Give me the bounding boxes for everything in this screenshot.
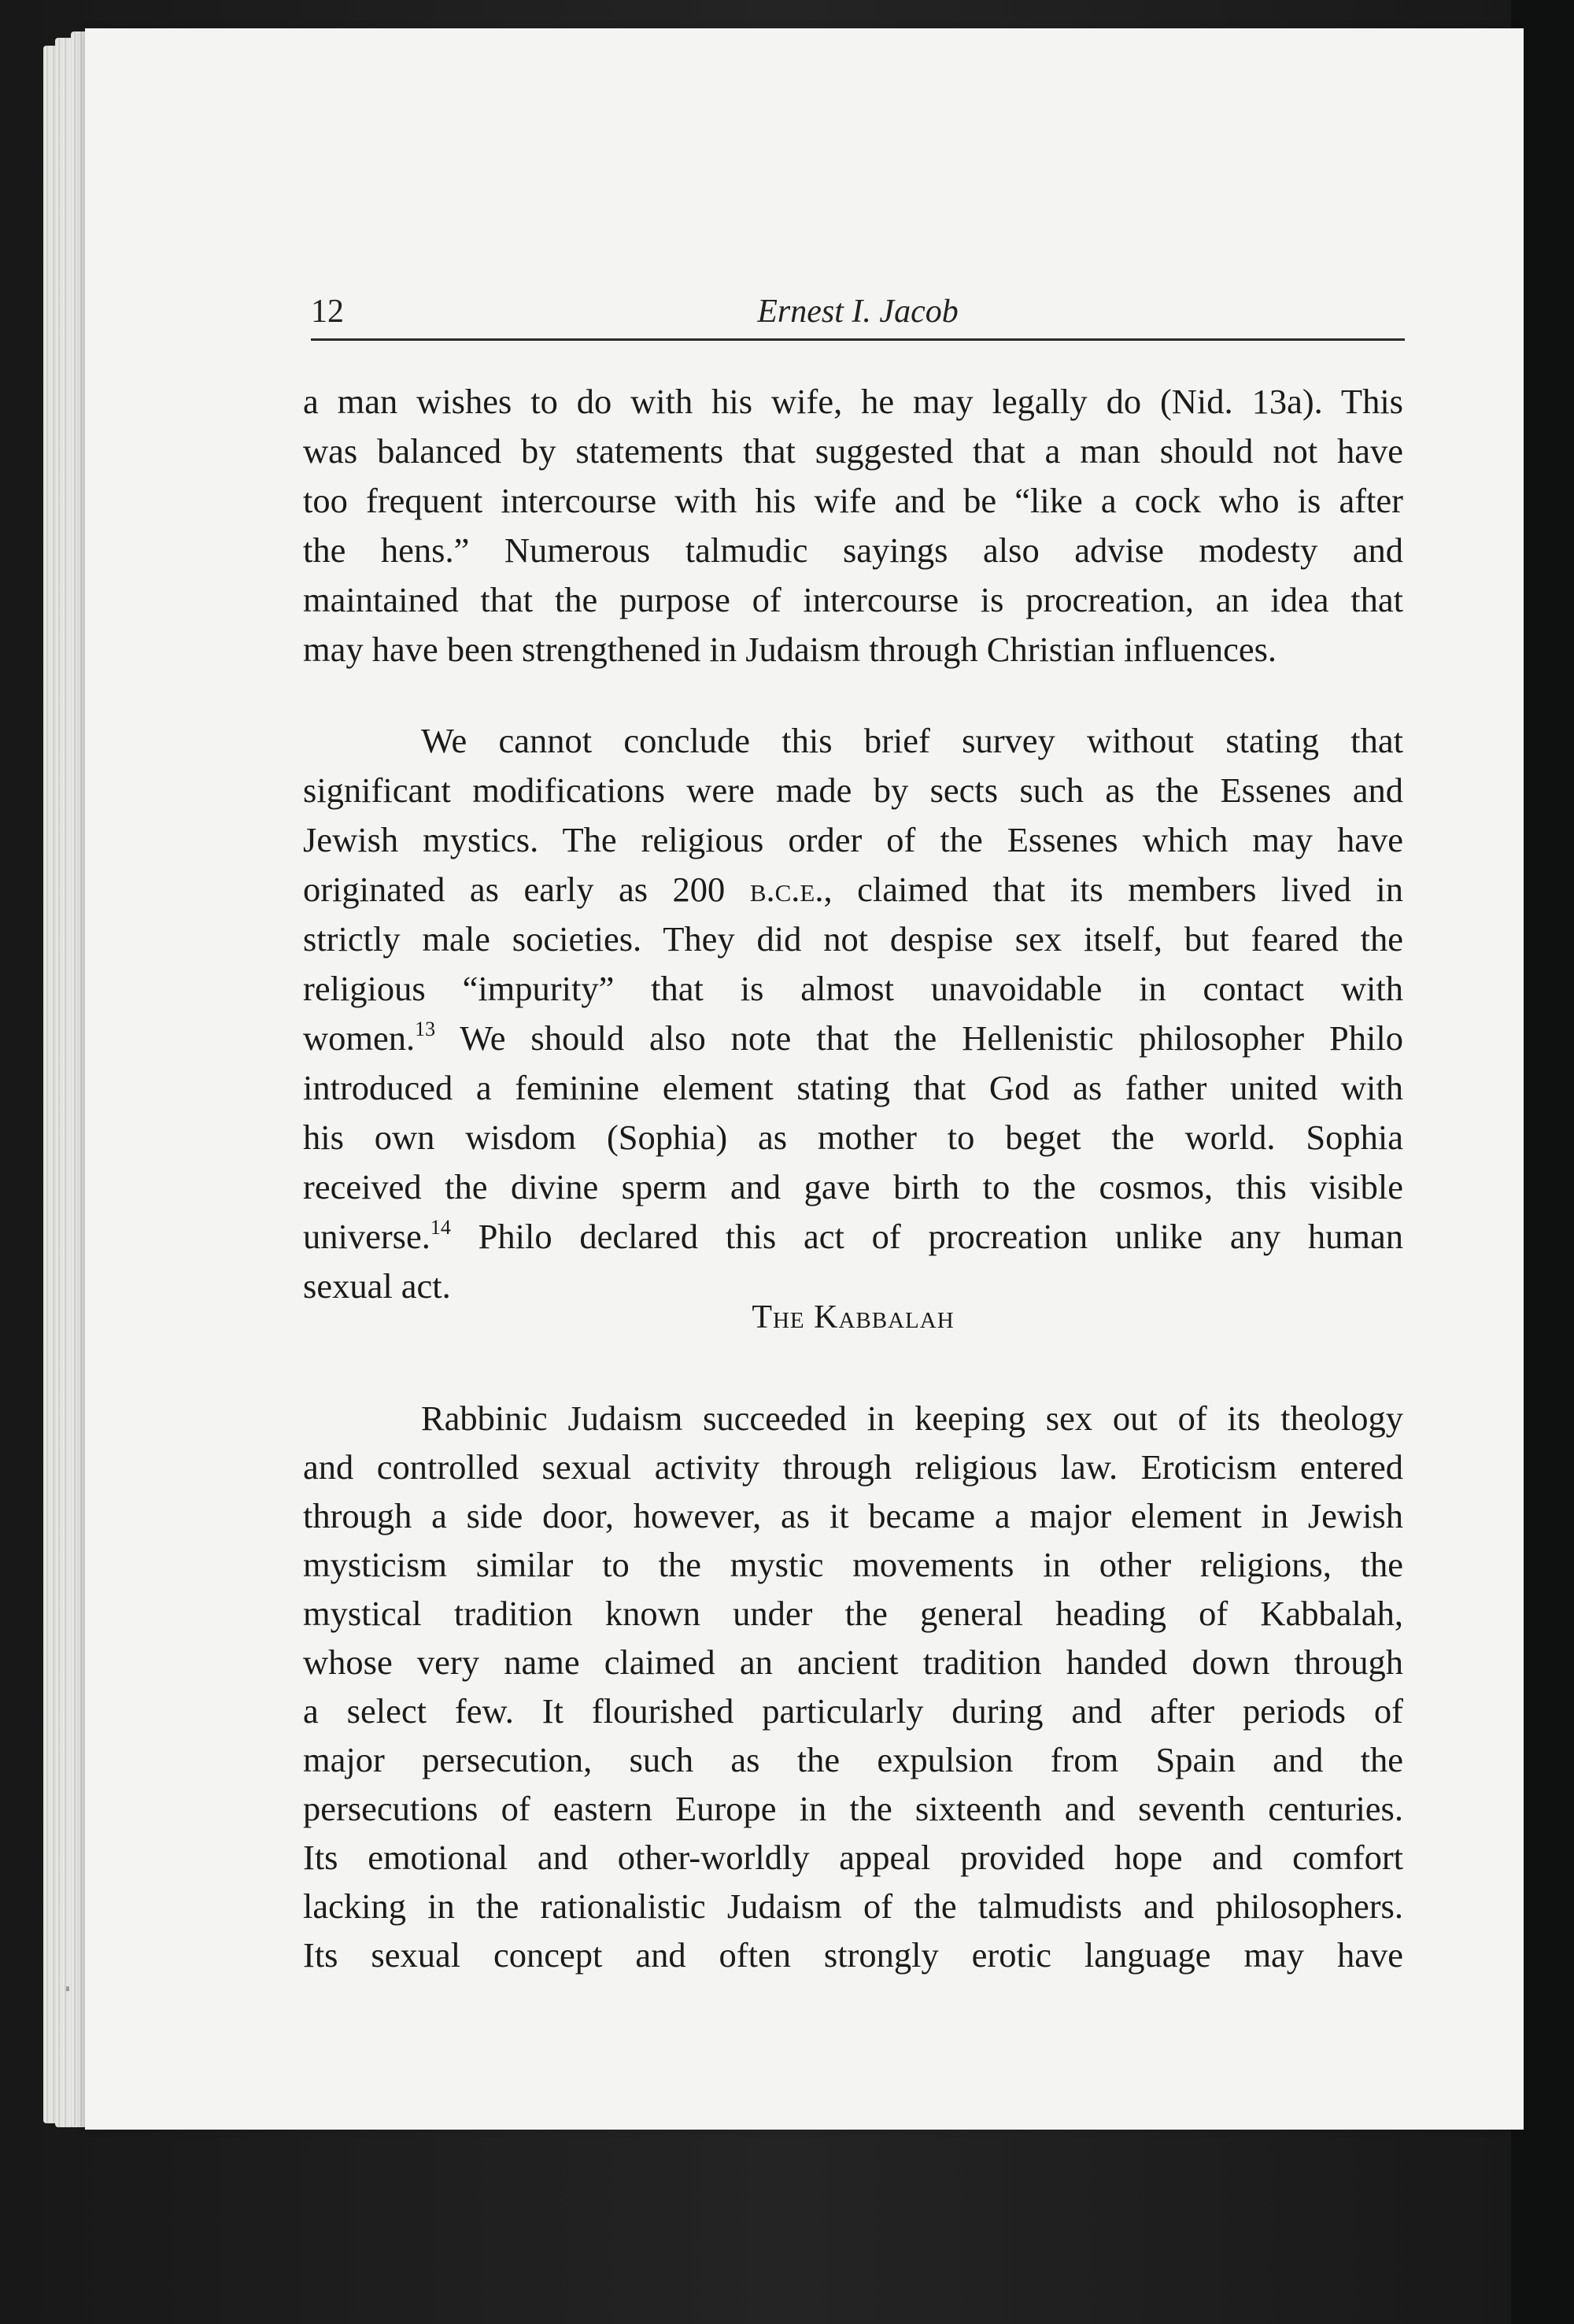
text-line: the hens.” Numerous talmudic sayings also advise modesty and: [303, 530, 1403, 570]
footnote-marker: 13: [415, 1018, 436, 1040]
scan-speck: [66, 1986, 69, 1991]
era-abbreviation: b.c.e.: [749, 870, 824, 909]
text-line: mysticism similar to the mystic movements in other religions, the: [303, 1545, 1403, 1584]
text-fragment: Philo declared this act of procreation unlike any human: [450, 1217, 1403, 1256]
text-line: [303, 866, 1403, 913]
text-line: Rabbinic Judaism succeeded in keeping sex out of its theology: [421, 1398, 1403, 1438]
page-number: 12: [311, 294, 344, 330]
text-line: a man wishes to do with his wife, he may legally do (Nid. 13a). This: [303, 382, 1403, 421]
running-header: [311, 293, 1405, 341]
text-line: [303, 1213, 1403, 1260]
text-fragment: women.: [303, 1018, 416, 1058]
text-line: his own wisdom (Sophia) as mother to beget the world. Sophia: [303, 1118, 1403, 1157]
footnote-marker: 14: [430, 1216, 451, 1239]
text-fragment: originated as early as 200: [303, 870, 750, 909]
text-line: lacking in the rationalistic Judaism of the talmudists and philosophers.: [303, 1886, 1403, 1926]
text-line: mystical tradition known under the general heading of Kabbalah,: [303, 1594, 1403, 1633]
text-fragment: We should also note that the Hellenistic philosopher Philo: [435, 1018, 1403, 1058]
text-line: a select few. It flourished particularly during and after periods of: [303, 1691, 1403, 1731]
text-line: [303, 1014, 1403, 1062]
text-line: religious “impurity” that is almost unavoidable in contact with: [303, 969, 1403, 1008]
text-line: We cannot conclude this brief survey without stating that: [421, 721, 1403, 760]
text-line: Its sexual concept and often strongly erotic language may have: [303, 1935, 1403, 1975]
text-line: whose very name claimed an ancient tradition handed down through: [303, 1642, 1403, 1682]
text-line: maintained that the purpose of intercourse is procreation, an idea that: [303, 580, 1403, 619]
running-title: Ernest I. Jacob: [757, 294, 959, 330]
text-line: significant modifications were made by sects such as the Essenes and: [303, 770, 1403, 810]
page-gutter-shadow: [1565, 68, 1574, 2145]
text-line: may have been strengthened in Judaism through Christian influences.: [303, 630, 1277, 669]
text-line: Jewish mystics. The religious order of the Essenes which may have: [303, 820, 1403, 859]
section-heading: The Kabbalah: [752, 1299, 955, 1336]
text-line: through a side door, however, as it became a major element in Jewish: [303, 1496, 1403, 1535]
text-fragment: universe.: [303, 1217, 430, 1256]
text-fragment: , claimed that its members lived in: [823, 870, 1404, 909]
text-line: received the divine sperm and gave birth to the cosmos, this visible: [303, 1167, 1403, 1206]
text-line: too frequent intercourse with his wife and be “like a cock who is after: [303, 481, 1403, 520]
text-line: and controlled sexual activity through religious law. Eroticism entered: [303, 1447, 1403, 1487]
text-line: major persecution, such as the expulsion from Spain and the: [303, 1740, 1403, 1779]
text-line: persecutions of eastern Europe in the sixteenth and seventh centuries.: [303, 1789, 1403, 1828]
text-line: Its emotional and other-worldly appeal provided hope and comfort: [303, 1838, 1403, 1877]
text-line: strictly male societies. They did not despise sex itself, but feared the: [303, 919, 1403, 959]
text-line: introduced a feminine element stating that God as father united with: [303, 1068, 1403, 1107]
text-line: was balanced by statements that suggested that a man should not have: [303, 431, 1403, 471]
text-line: sexual act.: [303, 1266, 451, 1306]
